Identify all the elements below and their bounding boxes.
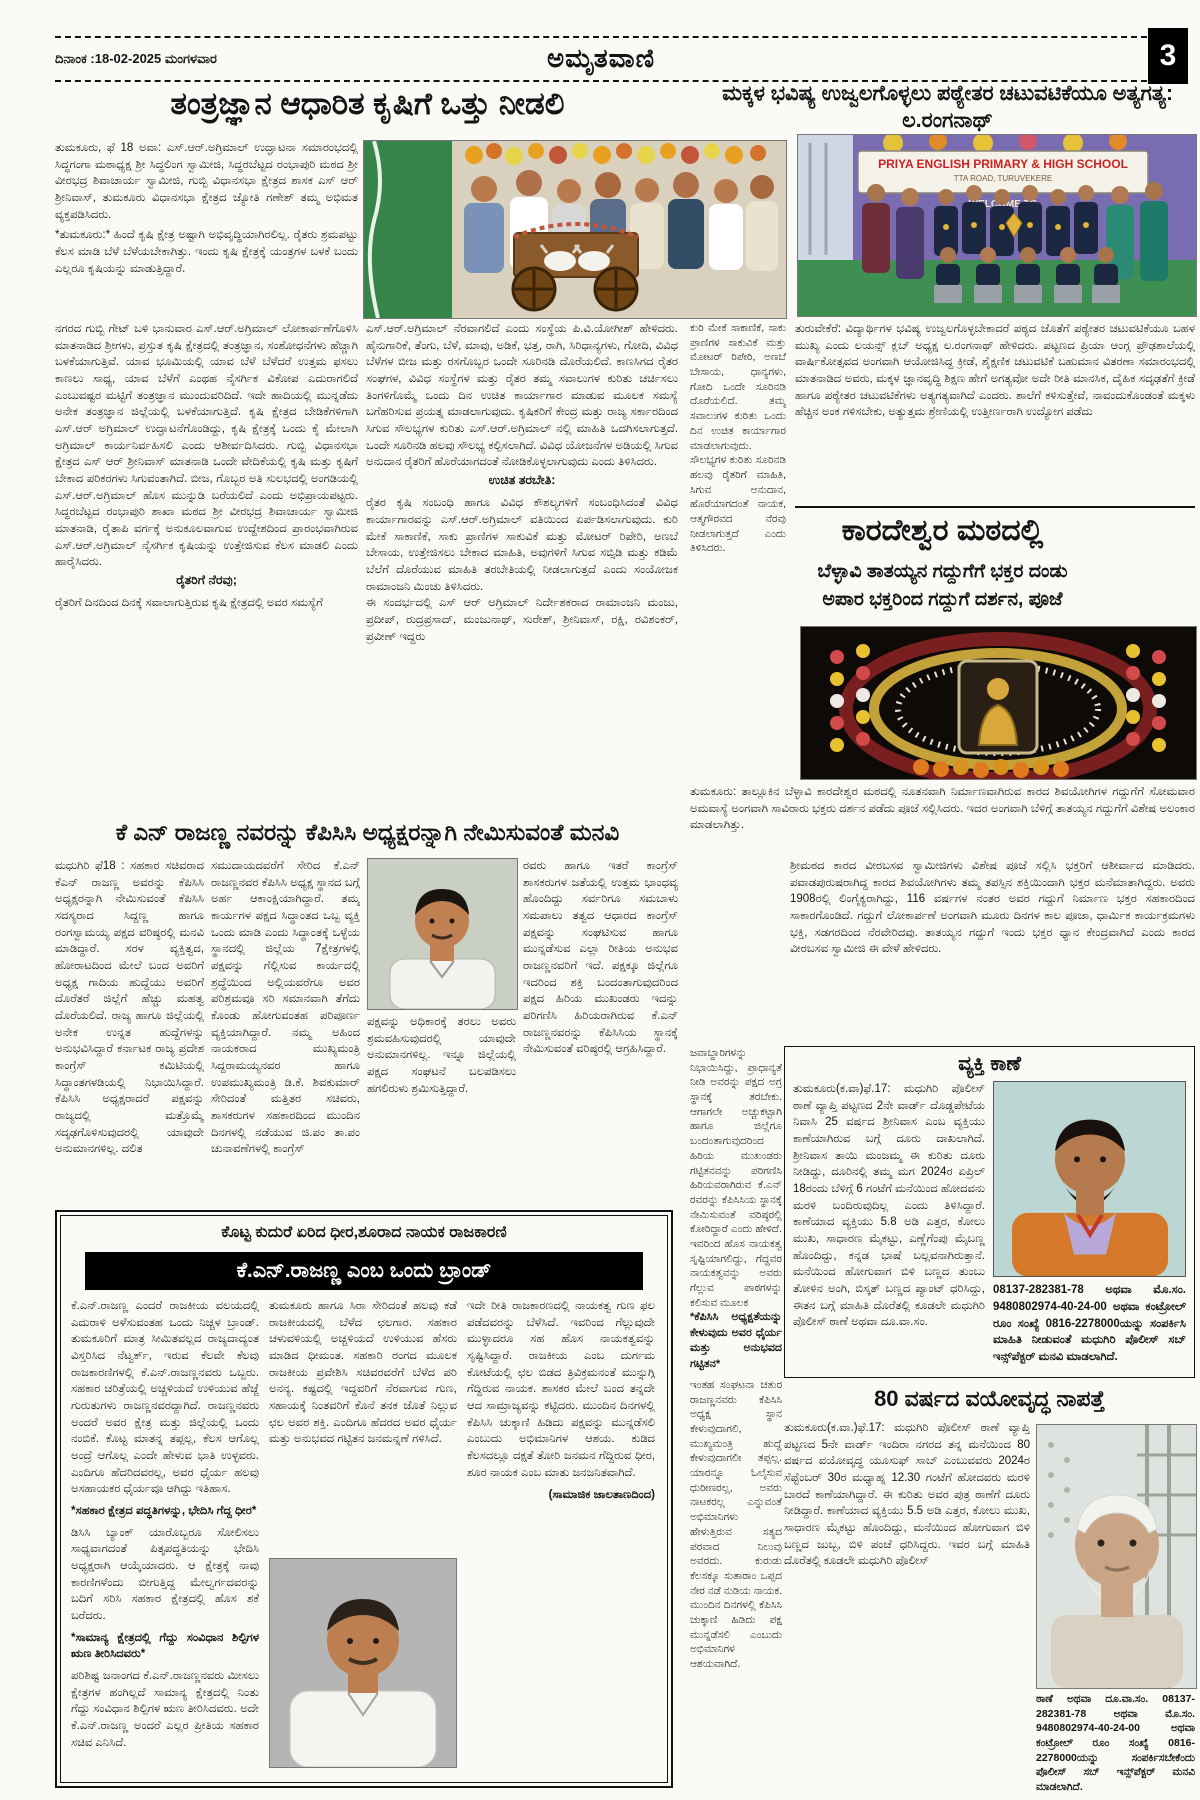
- date-line: ದಿನಾಂಕ :18-02-2025 ಮಂಗಳವಾರ: [55, 51, 217, 66]
- school-banner-text: PRIYA ENGLISH PRIMARY & HIGH SCHOOL: [878, 157, 1128, 171]
- headline-agri: ತಂತ್ರಜ್ಞಾನ ಆಧಾರಿತ ಕೃಷಿಗೆ ಒತ್ತು ನೀಡಲಿ: [170, 86, 565, 121]
- rajanna-spill-bottom: ಇಂತಹ ಸಂಘಟನಾ ಚತುರ ರಾಜಣ್ಣನವರು ಕೆಪಿಸಿಸಿ ಅಧ್ಯಕ್ಷ ಸ್ಥಾನ ಕೇಳುವುದಾಗಲಿ, ಮುಖ್ಯಮಂತ್ರಿ ಹುದ್ದೆ ಕೇಳುವುದಾಗಲೀ ತಪ್ಪಲ್ಲ. ಯಾರನ್ನೂ ಓಲೈಸುವ ಧುರೀಣರಲ್ಲ, ಅವರು ನಾಟಕರಲ್ಲ ಎನ್ನುವಂತೆ ಅಭಿಮಾನಿಗಳು ಹೇಳುತ್ತಿರುವ ಸತ್ಯದ ಪರವಾದ ನಿಲುವು ಅವರದು. ಕುರುಡು ಕೆಲಸಕ್ಕೂ ಸುತಾರಾಂ ಒಪ್ಪದ ನೇರ ನಡೆ ನುಡಿಯ ನಾಯಕ. ಮುಂದಿನ ದಿನಗಳಲ್ಲಿ ಕೆಪಿಸಿಸಿ ಚುಕ್ಕಾಣಿ ಹಿಡಿದು ಪಕ್ಷ ಮುನ್ನಡೆಸಲಿ ಎಂಬುದು ಅಭಿಮಾನಿಗಳ ಆಶಯವಾಗಿದೆ.: [690, 1378, 782, 1670]
- missing-right-column: [993, 1081, 1186, 1365]
- brand-subhead-1: *ಸಹಕಾರ ಕ್ಷೇತ್ರದ ಪದ್ಧತಿಗಳನ್ನು, ಭೇದಿಸಿ ಗೆದ್ದ ಧೀರ*: [71, 1505, 257, 1518]
- brand-subhead-2: *ಸಾಮಾನ್ಯ ಕ್ಷೇತ್ರದಲ್ಲಿ ಗೆದ್ದು ಸಂವಿಧಾನ ಶಿಲ್ಪಿಗಳ ಋಣ ತೀರಿಸಿದವರು*: [71, 1631, 259, 1661]
- agri-subhead-farmers: ರೈತರಿಗೆ ನೆರವು;: [176, 573, 237, 588]
- rajanna-col-3: ಪಕ್ಷವನ್ನು ಅಧಿಕಾರಕ್ಕೆ ತರಲು ಅವರು ಶ್ರಮವಹಿಸುವುದರಲ್ಲಿ ಯಾವುದೇ ಅನುಮಾನಗಳಿಲ್ಲ. ಇನ್ನೂ ಜಿಲ್ಲೆಯಲ್ಲಿ ಪಕ್ಷದ ಸಂಘಟನೆ ಬಲಪಡಿಸಲು ಹಗಲಿರುಳು ಶ್ರಮಿಸುತ್ತಿದ್ದಾರೆ.: [367, 1016, 516, 1095]
- school-welcome-text: WELCOME: [968, 199, 1021, 210]
- brand-col-3: [467, 1298, 655, 1768]
- page-number-badge: [1148, 28, 1188, 84]
- brand-feature-box: [55, 1210, 673, 1788]
- agri-subhead-training: ಉಚಿತ ತರಬೇತಿ:: [488, 473, 556, 488]
- missing-content: [793, 1081, 1186, 1365]
- section-divider: [795, 506, 1195, 508]
- agri-col1-tail: ರೈತರಿಗೆ ದಿನದಿಂದ ದಿನಕ್ಕೆ ಸವಾಲಾಗುತ್ತಿರುವ ಕೃಷಿ ಕ್ಷೇತ್ರದಲ್ಲಿ ಅವರ ಸಮಸ್ಯೆಗೆ: [55, 597, 323, 610]
- photo-rajanna-portrait: [367, 858, 518, 1010]
- agri-intro: *ತುಮಕೂರು:* ಹಿಂದೆ ಕೃಷಿ ಕ್ಷೇತ್ರ ಅಷ್ಟಾಗಿ ಅಭಿವೃದ್ಧಿಯಾಗಿರಲಿಲ್ಲ. ರೈತರು ಶ್ರಮಪಟ್ಟು ಕೆಲಸ ಮಾಡಿ ಬೆಳೆ ಬೆಳೆಯಬೇಕಾಗಿತ್ತು. ಇಂದು ಕೃಷಿ ಕ್ಷೇತ್ರಕ್ಕೆ ಯಂತ್ರಗಳ ಬಳಕೆ ಬಂದು ಎಲ್ಲರೂ ಕೃಷಿಯನ್ನು ಮಾಡುತ್ತಿದ್ದಾರೆ.: [55, 229, 358, 275]
- elder-portrait-illustration: [1037, 1425, 1196, 1688]
- photo-missing-person: [993, 1081, 1186, 1277]
- elder-contact: ಠಾಣೆ ಅಥವಾ ದೂ.ವಾ.ಸಂ. 08137-282381-78 ಅಥವಾ ಮೊ.ಸಂ. 9480802974-40-24-00 ಅಥವಾ ಕಂಟ್ರೋಲ್ ರೂಂ ಸಂಖ್ಯೆ 0816-2278000ಯನ್ನು ಸಂಪರ್ಕಿಸಬೇಕೆಂದು ಪೊಲೀಸ್ ಸಬ್ ಇನ್ಸ್‌ಪೆಕ್ಟರ್ ಮನವಿ ಮಾಡಲಾಗಿದೆ.: [1036, 1693, 1195, 1794]
- missing-person-box: [784, 1046, 1195, 1378]
- rajanna-spill-subhead: *ಕೆಪಿಸಿಸಿ ಅಧ್ಯಕ್ಷತೆಯನ್ನು ಕೇಳುವುದು ಅವರ ಧೈರ್ಯ ಮತ್ತು ಅನುಭವದ ಗಟ್ಟಿತನ*: [690, 1311, 782, 1370]
- headline-mutt: ಕಾರದೇಶ್ವರ ಮಠದಲ್ಲಿ: [841, 514, 1044, 547]
- headline-school: ಮಕ್ಕಳ ಭವಿಷ್ಯ ಉಜ್ವಲಗೊಳ್ಳಲು ಪಠ್ಯೇತರ ಚಟುವಟಿಕೆಯೂ ಅತ್ಯಗತ್ಯ: ಲ.ರಂಗನಾಥ್: [722, 82, 1173, 133]
- agri-lead-column: [55, 140, 358, 316]
- brand-col-2: [269, 1298, 457, 1768]
- brand-title-bar: ಕೆ.ಎನ್.ರಾಜಣ್ಣ ಎಂಬ ಒಂದು ಬ್ರಾಂಡ್: [85, 1252, 643, 1290]
- agri-spill-column: ಕುರಿ ಮೇಕೆ ಸಾಕಾಣಿಕೆ, ಸಾಕು ಪ್ರಾಣಿಗಳ ಸಾಕುವಿಕೆ ಮತ್ತು ಮೋಟರ್ ರಿಪೇರಿ, ಅಣಬೆ ಬೇಸಾಯ, ಧಾನ್ಯಗಳು, ಗೋದಿ ಒಂದೇ ಸೂರಿನಡಿ ದೊರೆಯಲಿದೆ. ತಮ್ಮ ಸವಾಲುಗಳ ಕುರಿತು ಒಂದು ದಿನ ಉಚಿತ ಕಾರ್ಯಾಗಾರ ಮಾಡಲಾಗುವುದು. ಸೌಲಭ್ಯಗಳ ಕುರಿತು ಸೂರಿನಡಿ ಹಲವು ರೈತರಿಗೆ ಮಾಹಿತಿ, ಸಿಗುವ ಅನುದಾನ, ಹೊರೆಯಾಗದಂತೆ ನಾಯಕ, ಆತ್ಮಗೌರವದ ನೆರವು ನೀಡಲಾಗುತ್ತದೆ ಎಂದು ತಿಳಿಸಿದರು.: [690, 322, 786, 555]
- agrimall-photo-illustration: [364, 141, 786, 318]
- photo-agrimall-inauguration: [363, 140, 787, 319]
- school-banner-subtext: TTA ROAD, TURUVEKERE: [953, 174, 1053, 183]
- missing-title: ವ್ಯಕ್ತಿ ಕಾಣೆ: [958, 1053, 1021, 1075]
- brand-columns: [71, 1298, 657, 1768]
- mutt-body-lead: ತುಮಕೂರು: ತಾಲ್ಲೂಕಿನ ಬೆಳ್ಳಾವಿ ಕಾರದೇಶ್ವರ ಮಠದಲ್ಲಿ ನೂತನವಾಗಿ ನಿರ್ಮಾಣವಾಗಿರುವ ಕಾರದ ಶಿವಯೋಗಿಗಳ ಗದ್ದುಗೆಗೆ ಸೋಮವಾರ ಅಮವಾಸ್ಯೆ ಅಂಗವಾಗಿ ಸಾವಿರಾರು ಭಕ್ತರು ದರ್ಶನ ಪಡೆದು ಪೂಜೆ ಸಲ್ಲಿಸಿದರು. ಇದರ ಅಂಗವಾಗಿ ಬೆಳಿಗ್ಗೆ ತಾತಯ್ಯನ ಗದ್ದುಗೆಗೆ ವಿಶೇಷ ಅಲಂಕಾರ ಮಾಡಲಾಗಿತ್ತು.: [690, 786, 1195, 832]
- brand-kicker: ಕೊಟ್ಟ ಕುದುರೆ ಏರಿದ ಧೀರ,ಶೂರಾದ ನಾಯಕ ರಾಜಕಾರಣಿ: [221, 1224, 507, 1241]
- brand-credit: (ಸಾಮಾಜಿಕ ಜಾಲತಾಣದಿಂದ): [548, 1489, 655, 1502]
- photo-elder-missing: [1036, 1424, 1197, 1689]
- missing-contact: 08137-282381-78 ಅಥವಾ ಮೊ.ಸಂ. 9480802974-40-24-00 ಅಥವಾ ಕಂಟ್ರೋಲ್ ರೂಂ ಸಂಖ್ಯೆ 0816-2278000ಯನ್ನು ಸಂಪರ್ಕಿಸಿ ಮಾಹಿತಿ ನೀಡುವಂತೆ ಮಧುಗಿರಿ ಪೊಲೀಸ್ ಸಬ್ ಇನ್ಸ್‌ಪೆಕ್ಟರ್ ಮನವಿ ಮಾಡಲಾಗಿದೆ.: [993, 1284, 1186, 1364]
- brand-col1-text2: ಡಿಸಿಸಿ ಬ್ಯಾಂಕ್ ಯಾರೊಬ್ಬರೂ ಸೋಲಿಸಲು ಸಾಧ್ಯವಾಗದಂತೆ ಪಿತೃಪದ್ಧತಿಯನ್ನು ಭೇದಿಸಿ ಅಧ್ಯಕ್ಷರಾಗಿ ಆಯ್ಕೆಯಾದರು. ಆ ಕ್ಷೇತ್ರಕ್ಕೆ ನಾವು ಕಾರಣಿಗಳೆಂದು ಬೀಗುತ್ತಿದ್ದ ಮೇಲ್ವರ್ಗದವರನ್ನು ಬದಿಗೆ ಸರಿಸಿ ಸಹಕಾರ ಕ್ಷೇತ್ರದಲ್ಲಿ ಹೊಸ ಶಕೆ ಬರೆದರು.: [71, 1526, 259, 1623]
- brand-col1-text: ಕೆ.ಎನ್.ರಾಜಣ್ಣ ಎಂದರೆ ರಾಜಕೀಯ ವಲಯದಲ್ಲಿ ಎದುರಾಳಿ ಅಳೆಸುವಂತಹ ಒಂದು ನಿಚ್ಚಳ ಬ್ರಾಂಡ್. ತುಮಕೂರಿಗೆ ಮಾತ್ರ ಸೀಮಿತವಲ್ಲದ ರಾಜ್ಯದಾದ್ಯಂತ ವಿಸ್ತರಿಸಿದ ನೆಟ್ವರ್ಕ್, ಇರುವ ಕೆಲವೇ ಕೆಲವು ರಾಜಕಾರಣಿಗಳಲ್ಲಿ ಕೆ.ಎನ್.ರಾಜಣ್ಣನವರು ಒಬ್ಬರು. ಸಹಕಾರ ಚರಿತ್ರೆಯಲ್ಲಿ ಅಚ್ಚಳಿಯದೆ ಉಳಿಯುವ ಹೆಜ್ಜೆ ಗುರುತುಗಳು ರಾಜಣ್ಣನವರದ್ದಾಗಿದೆ. ರಾಜಣ್ಣನವರು ಅಂದರೆ ಅವರ ಕ್ಷೇತ್ರ ಮತ್ತು ಜಿಲ್ಲೆಯಲ್ಲಿ ಒಂದು ನಂಬಿಕೆ. ಕೊಟ್ಟ ಮಾತನ್ನ ತಪ್ಪಲ್ಲ, ಕೆಲಸ ಆಗೊಲ್ಲ ಅಂದ್ರೆ ಆಗೊಲ್ಲ ಎಂದೇ ಹೇಳುವ ಭಾತಿ ಉಳ್ಳವರು. ಎಂದಿಗೂ ಹೆದರಿದವರಲ್ಲ, ಅವರ ಧೈರ್ಯ ಹಲವು ಅಸಹಾಯಕರ ಧೈರ್ಯವೂ ಆಗಿದ್ದು ಇತಿಹಾಸ.: [71, 1300, 259, 1496]
- brand-col1-text3: ಪರಿಶಿಷ್ಟ ಜನಾಂಗದ ಕೆ.ಎನ್.ರಾಜಣ್ಣನವರು ಮೀಸಲು ಕ್ಷೇತ್ರಗಳ ಹಂಗಿಲ್ಲದೆ ಸಾಮಾನ್ಯ ಕ್ಷೇತ್ರದಲ್ಲಿ ನಿಂತು ಗೆದ್ದು ಸಂವಿಧಾನ ಶಿಲ್ಪಿಗಳ ಋಣ ತೀರಿಸಿದವರು. ಅದೇ ಕೆ.ಎನ್.ರಾಜಣ್ಣ ಅಂದರೆ ಎಲ್ಲರ ಪ್ರೀತಿಯ ಸಹಕಾರ ಸಚಿವ ಎನಿಸಿದೆ.: [71, 1670, 259, 1749]
- page-header: [55, 36, 1147, 82]
- headline-elder-missing: 80 ವರ್ಷದ ವಯೋವೃದ್ಧ ನಾಪತ್ತೆ: [874, 1386, 1105, 1411]
- brand-col3-text: ಇದೇ ರೀತಿ ರಾಜಕಾರಣದಲ್ಲಿ ನಾಯಕತ್ವ ಗುಣ ಫಲ ಪಡೆದವರನ್ನು ಬೆಳೆಸಿದೆ. ಇವರಿಂದ ಗೆಲ್ಲುವುದೇ ಮುಳ್ಳಾದರೂ ಸಹ ಹೊಸ ನಾಯಕತ್ವವನ್ನು ಸೃಷ್ಟಿಸಿದ್ದಾರೆ. ರಾಜಕೀಯ ಎಂಬ ದುರ್ಗಮ ಕೋಟೆಯಲ್ಲಿ ಛಲ ಬಿಡದ ತ್ರಿವಿಕ್ರಮನಂತೆ ಮುನ್ನುಗ್ಗಿ ಗೆದ್ದಿರುವ ನಾಯಕ. ಶಾಸಕರ ಮೇಲೆ ಬಂದ ತನ್ನದೇ ಆದ ಸಾಮ್ರಾಜ್ಯವನ್ನು ಕಟ್ಟಿದರು. ಮುಂದಿನ ದಿನಗಳಲ್ಲಿ ಕೆಪಿಸಿಸಿ ಚುಕ್ಕಾಣಿ ಹಿಡಿದು ಪಕ್ಷವನ್ನು ಮುನ್ನಡೆಸಲಿ ಎಂಬುದು ಅಭಿಮಾನಿಗಳ ಆಶಯ. ಕುಡಿದ ಕೆಲಸದಲ್ಲೂ ದಕ್ಷತೆ ತೋರಿ ಜನಮನ ಗೆದ್ದಿರುವ ಧೀರ, ಶೂರ ನಾಯಕ ಎಂಬ ಮಾತು ಜನಜನಿತವಾಗಿದೆ.: [467, 1300, 655, 1479]
- shrine-photo-illustration: [801, 627, 1196, 779]
- masthead: ಅಮೃತವಾಣಿ: [547, 43, 655, 73]
- agri-column-2: [366, 321, 678, 815]
- brand-col-1: [71, 1298, 259, 1768]
- rajanna-col-2: ಸಮುದಾಯದವರೆಗೆ ಸೇರಿದ ಕೆ.ಎನ್ ರಾಜಣ್ಣನವರ ಕೆಪಿಸಿಸಿ ಅಧ್ಯಕ್ಷ ಸ್ಥಾನದ ಬಗ್ಗೆ ಅರ್ಹ ಆಕಾಂಕ್ಷಿಯಾಗಿದ್ದಾರೆ. ತಮ್ಮ ಕಾರ್ಯಗಳ ಪಕ್ಷದ ಸಿದ್ಧಾಂತದ ಒಬ್ಬ ವ್ಯಕ್ತಿ ಒಂದು ಮಾಡಿ ಎಂದು ಸಿದ್ಧಾಂತಕ್ಕೆ ಒಳ್ಳೆಯ ಸ್ಥಾನದಲ್ಲಿ ಜಿಲ್ಲೆಯ 7ಕ್ಷೇತ್ರಗಳಲ್ಲಿ ಪಕ್ಷವನ್ನು ಗೆಲ್ಲಿಸುವ ಕಾರ್ಯದಲ್ಲಿ ಶ್ರದ್ಧೆಯಿಂದ ಅಲ್ಲಿಯವರೆಗೂ ಅವರ ಪರಿಶ್ರಮವೂ ಸರಿ ಸಮಾನವಾಗಿ ತೆಗೆದು ಕೊಂಡು ಹೋಗುವಂತಹ ಪರಿಪೂರ್ಣ ವ್ಯಕ್ತಿಯಾಗಿದ್ದಾರೆ. ನಮ್ಮ ಅಹಿಂದ ನಾಯಕರಾದ ಮುಖ್ಯಮಂತ್ರಿ ಸಿದ್ದರಾಮಯ್ಯನವರ ಹಾಗೂ ಉಪಮುಖ್ಯಮಂತ್ರಿ ಡಿ.ಕೆ. ಶಿವಕುಮಾರ್ ಸೇರಿದಂತೆ ಮತ್ತಿತರ ಸಚಿವರು, ಶಾಸಕರುಗಳ ಸಹಕಾರದಿಂದ ಮುಂದಿನ ದಿನಗಳಲ್ಲಿ ನಡೆಯುವ ಜಿ.ಪಂ ತಾ.ಪಂ ಚುನಾವಣೆಗಳಲ್ಲಿ ಕಾಂಗ್ರೆಸ್: [211, 860, 360, 1156]
- missing-portrait-illustration: [994, 1082, 1185, 1276]
- rajanna-spill-top: ಜವಾಬ್ದಾರಿಗಳನ್ನು ನಿಭಾಯಿಸಿದ್ದು, ಪ್ರಾಧಾನ್ಯತೆ ನೀಡಿ ಅವರನ್ನು ಪಕ್ಷದ ಅಗ್ರ ಸ್ಥಾನಕ್ಕೆ ತರಬೇಕು. ಆಗಾಗಲೇ ಅಚ್ಚುಕಟ್ಟಾಗಿ ಹಾಗೂ ಜಿಲ್ಲೆಗೂ ಬಂದಂತಾಗುವುದರಿಂದ ಹಿರಿಯ ಮುಖಂಡರು ಗಟ್ಟಿತನವನ್ನು ಪರಿಗಣಿಸಿ ಹಿರಿಯವರಾಗಿರುವ ಕೆ.ಎನ್ ರವರನ್ನು ಕೆಪಿಸಿಸಿಯ ಸ್ಥಾನಕ್ಕೆ ನೇಮಿಸುವಂತೆ ವರಿಷ್ಠರಲ್ಲಿ ಕೋರಿದ್ದಾರೆ ಎಂದು ಹೇಳಿದೆ. ಇವರಿಂದ ಹೊಸ ನಾಯಕತ್ವ ಸೃಷ್ಟಿಯಾಗಲಿದ್ದು, ಗೆದ್ದವರ ನಾಯಕತ್ವವನ್ನು ಅವರು ಗೆಲ್ಲುವ ಪಾಠಗಳನ್ನು ಕಲಿಸುವ ಮೂಲಕ: [690, 1047, 782, 1309]
- headline-rajanna: ಕೆ ಎನ್ ರಾಜಣ್ಣ ನವರನ್ನು ಕೆಪಿಸಿಸಿ ಅಧ್ಯಕ್ಷರನ್ನಾಗಿ ನೇಮಿಸುವಂತೆ ಮನವಿ: [115, 819, 620, 845]
- rajanna-col-4: ರವರು ಹಾಗೂ ಇತರೆ ಕಾಂಗ್ರೆಸ್ ಶಾಸಕರುಗಳ ಜತೆಯಲ್ಲಿ ಉತ್ತಮ ಭಾಂಧವ್ಯ ಹೊಂದಿದ್ದು ಸರ್ವರಿಗೂ ಸಮಬಾಳು ಸಮಪಾಲು ತತ್ವದ ಆಧಾರದ ಕಾಂಗ್ರೆಸ್ ಪಕ್ಷವನ್ನು ಸಂಘಟಿಸುವ ಹಾಗೂ ಮುನ್ನಡೆಸುವ ಎಲ್ಲಾ ರೀತಿಯ ಅನುಭವ ರಾಜಣ್ಣನವರಿಗೆ ಇದೆ. ಪಕ್ಷಕ್ಕೂ ಜಿಲ್ಲೆಗೂ ಇದರಿಂದ ಶಕ್ತಿ ಬಂದಂತಾಗುವುದರಿಂದ ಪಕ್ಷದ ಹಿರಿಯ ಮುಖಂಡರು ಇದನ್ನು ಪರಿಗಣಿಸಿ ಹಿರಿಯರಾಗಿರುವ ಕೆ.ಎನ್ ರಾಜಣ್ಣನವರನ್ನು ಕೆಪಿಸಿಸಿಯ ಸ್ಥಾನಕ್ಕೆ ನೇಮಿಸುವಂತೆ ವರಿಷ್ಠರಲ್ಲಿ ಆಗ್ರಹಿಸಿದ್ದಾರೆ.: [523, 860, 678, 1056]
- elder-body: ತುಮಕೂರು(ಕ.ವಾ.)ಫೆ.17: ಮಧುಗಿರಿ ಪೊಲೀಸ್ ಠಾಣೆ ವ್ಯಾಪ್ತಿ ಪಟ್ಟಣದ 5ನೇ ವಾರ್ಡ್ ಇಂದಿರಾ ನಗರದ ತನ್ನ ಮನೆಯಿಂದ 80 ವರ್ಷದ ವಯೋವೃದ್ಧ ಯೂಸುಫ್ ಸಾಬ್ ಎಂಬುವವರು 2024ರ ಸೆಪ್ಟೆಂಬರ್ 30ರ ಮಧ್ಯಾಹ್ನ 12.30 ಗಂಟೆಗೆ ಹೋದವರು ಮರಳಿ ಬಾರದೆ ಕಾಣೆಯಾಗಿದ್ದಾರೆ. ಈ ಕುರಿತು ಅವರ ಪುತ್ರ ಠಾಣೆಗೆ ದೂರು ನೀಡಿದ್ದಾರೆ. ಕಾಣೆಯಾದ ವ್ಯಕ್ತಿಯು 5.5 ಅಡಿ ಎತ್ತರ, ಕೋಲು ಮುಖ, ಸಾಧಾರಣ ಮೈಕಟ್ಟು ಹೊಂದಿದ್ದು, ಮನೆಯಿಂದ ಹೋಗುವಾಗ ಬಿಳಿ ಬಣ್ಣದ ಜುಬ್ಬ, ಬಿಳಿ ಪಂಚೆ ಧರಿಸಿದ್ದರು. ಇವರ ಬಗ್ಗೆ ಮಾಹಿತಿ ದೊರೆತಲ್ಲಿ ಕೂಡಲೇ ಮಧುಗಿರಿ ಪೊಲೀಸ್: [784, 1422, 1030, 1568]
- subhead-mutt-2: ಅಪಾರ ಭಕ್ತರಿಂದ ಗದ್ದುಗೆ ದರ್ಶನ, ಪೂಜೆ: [822, 589, 1063, 610]
- brand-portrait-illustration: [270, 1559, 456, 1767]
- photo-brand-portrait: [269, 1558, 457, 1768]
- brand-col2-text: ತುಮಕೂರು ಹಾಗೂ ಸಿರಾ ಸೇರಿದಂತೆ ಹಲವು ಕಡೆ ರಾಜಕೀಯದಲ್ಲಿ ಬೆಳೆದ ಛಲಗಾರ. ಸಹಕಾರ ಚಳುವಳಿಯಲ್ಲಿ ಅಚ್ಚಳಿಯದೆ ಉಳಿಯುವ ಹೆಸರು ಮಾಡಿದ ಧೀಮಂತ. ಸಹಕಾರಿ ರಂಗದ ಮೂಲಕ ರಾಜಕೀಯ ಪ್ರವೇಶಿಸಿ ಸಚಿವರವರೆಗೆ ಬೆಳೆದ ಪರಿ ಅನನ್ಯ. ಕಷ್ಟದಲ್ಲಿ ಇದ್ದವರಿಗೆ ನೆರವಾಗುವ ಗುಣ, ಸಹಾಯಕ್ಕೆ ನಿಂತವರಿಗೆ ಕೊನೆ ತನಕ ಜೊತೆ ನಿಲ್ಲುವ ಛಲ ಅವರ ಶಕ್ತಿ. ಎಂದಿಗೂ ಹೆದರದ ಅವರ ಧೈರ್ಯ ಮತ್ತು ಅನುಭವದ ಗಟ್ಟಿತನ ಜನಮನ್ನಣೆ ಗಳಿಸಿದೆ.: [269, 1300, 457, 1446]
- agri-col2-text2: ರೈತರ ಕೃಷಿ ಸಂಬಂಧಿ ಹಾಗೂ ವಿವಿಧ ಕೌಶಲ್ಯಗಳಿಗೆ ಸಂಬಂಧಿಸಿದಂತೆ ವಿವಿಧ ಕಾರ್ಯಾಗಾರವನ್ನು ಎಸ್.ಆರ್.ಅಗ್ರಿಮಾಲ್ ವತಿಯಿಂದ ಏರ್ಪಡಿಸಲಾಗುವುದು. ಕುರಿ ಮೇಕೆ ಸಾಕಾಣಿಕೆ, ಸಾಕು ಪ್ರಾಣಿಗಳ ಸಾಕುವಿಕೆ ಮತ್ತು ಮೋಟರ್ ರಿಪೇರಿ, ಅಣಬೆ ಬೇಸಾಯ, ಉತ್ತೇಜಿಸಲು ಬೇಕಾದ ಮಾಹಿತಿ, ಅವುಗಳಿಗೆ ಸಿಗುವ ಸಬ್ಸಿಡಿ ಮತ್ತು ಕಡಿಮೆ ಬೆಲೆಗೆ ದೊರೆಯುವ ಮಾಹಿತಿ ತರಬೇತಿಯಲ್ಲಿ ನೀಡಲಾಗುತ್ತದೆ ಎಂದು ಸಂಯೋಜಕ ರಾಮಾಂಜನಿ ಮಿಂಚು ತಿಳಿಸಿದರು.: [366, 497, 678, 593]
- rajanna-portrait-illustration: [368, 859, 517, 1009]
- photo-gadduge-shrine: [800, 626, 1197, 780]
- agri-column-1: [55, 321, 358, 815]
- school-body: ತುರುವೇಕೆರೆ: ವಿದ್ಯಾರ್ಥಿಗಳ ಭವಿಷ್ಯ ಉಜ್ವಲಗೊಳ್ಳಬೇಕಾದರೆ ಪಠ್ಯದ ಜೊತೆಗೆ ಪಠ್ಯೇತರ ಚಟುವಟಿಕೆಯೂ ಬಹಳ ಮುಖ್ಯ ಎಂದು ಲಯನ್ಸ್ ಕ್ಲಬ್ ಅಧ್ಯಕ್ಷ ಲ.ರಂಗನಾಥ್ ಹೇಳಿದರು. ಪಟ್ಟಣದ ಪ್ರಿಯಾ ಆಂಗ್ಲ ಪ್ರೌಢಶಾಲೆಯಲ್ಲಿ ವಾರ್ಷಿಕೋತ್ಸವದ ಅಂಗವಾಗಿ ಆಯೋಜಿಸಿದ್ದ ಕ್ರೀಡೆ, ಶೈಕ್ಷಣಿಕ ಚಟುವಟಿಕೆ ಬಹುಮಾನ ವಿತರಣಾ ಸಮಾರಂಭದಲ್ಲಿ ಮಾತನಾಡಿದ ಅವರು, ಮಕ್ಕಳ ಜ್ಞಾನವೃದ್ಧಿ ಶಿಕ್ಷಣ ಹೇಗೆ ಅಗತ್ಯವೋ ಅದೇ ರೀತಿ ಮಾನಸಿಕ, ದೈಹಿಕ ಸದೃಢತೆಗೆ ಕ್ರೀಡೆ ಹಾಗೂ ಪಠ್ಯೇತರ ಚಟುವಟಿಕೆಗಳು ಅತ್ಯಗತ್ಯವಾಗಿದೆ ಎಂದರು. ಶಾಲೆಗೆ ಕಳಿಸುತ್ತೇವೆ, ನಾವಂದುಕೊಂಡಂತೆ ಮಕ್ಕಳು ಹೆಚ್ಚಿನ ಅಂಕ ಗಳಿಸಬೇಕು, ಅತ್ಯುತ್ತಮ ಶ್ರೇಣಿಯಲ್ಲಿ ಉತ್ತೀರ್ಣರಾಗಿ ಉದ್ಯೋಗ ಪಡೆದು: [795, 323, 1195, 419]
- page-number: 3: [1159, 39, 1177, 72]
- rajanna-col-1: ಮಧುಗಿರಿ ಫೆ18 : ಸಹಕಾರ ಸಚಿವರಾದ ಕೆಎನ್ ರಾಜಣ್ಣ ಅವರನ್ನು ಕೆಪಿಸಿಸಿ ಅಧ್ಯಕ್ಷರನ್ನಾಗಿ ನೇಮಿಸುವಂತೆ ಕೆಪಿಸಿಸಿ ಸದಸ್ಯರಾದ ಸಿದ್ದಣ್ಣ ಹಾಗೂ ರಂಗಸ್ವಾಮಯ್ಯ ಪಕ್ಷದ ವರಿಷ್ಠರಲ್ಲಿ ಮನವಿ ಮಾಡಿದ್ದಾರೆ. ಸರಳ ವ್ಯಕ್ತಿತ್ವದ, ಹೋರಾಟದಿಂದ ಮೇಲೆ ಬಂದ ಅವರಿಗೆ ಅಧ್ಯಕ್ಷ ಗಾದಿಯ ಹುದ್ದೆಯು ಅವರಿಗೆ ದೊರೆತರೆ ಜಿಲ್ಲೆಗೆ ಹೆಚ್ಚು ಮಹತ್ವ ದೊರೆಯಲಿದೆ. ರಾಜ್ಯ ಹಾಗೂ ಜಿಲ್ಲೆಯಲ್ಲಿ ಅನೇಕ ಉನ್ನತ ಹುದ್ದೆಗಳನ್ನು ಅನುಭವಿಸಿದ್ದಾರೆ ಕರ್ನಾಟಕ ರಾಜ್ಯ ಪ್ರದೇಶ ಕಾಂಗ್ರೆಸ್ ಕಮಿಟಿಯಲ್ಲಿ ಸಿದ್ಧಾಂತಗಳಡಿಯಲ್ಲಿ ನಿಭಾಯಿಸಿದ್ದಾರೆ. ಕೆಪಿಸಿಸಿ ಅಧ್ಯಕ್ಷರಾದರೆ ಪಕ್ಷವನ್ನು ರಾಜ್ಯದಲ್ಲಿ ಮತ್ತೊಮ್ಮೆ ಸದೃಢಗೊಳಿಸುವುದರಲ್ಲಿ ಯಾವುದೇ ಅನುಮಾನಗಳಿಲ್ಲ. ದಲಿತ: [55, 860, 204, 1156]
- agri-col1-text: ನಗರದ ಗುಬ್ಬಿ ಗೇಟ್ ಬಳಿ ಭಾನುವಾರ ಎಸ್.ಆರ್.ಅಗ್ರಿಮಾಲ್ ಲೋಕಾರ್ಪಣೆಗೊಳಿಸಿ ಮಾತನಾಡಿದ ಶ್ರೀಗಳು, ಪ್ರಸ್ತುತ ಕೃಷಿ ಕ್ಷೇತ್ರದಲ್ಲಿ ತಂತ್ರಜ್ಞಾನ, ಸಂಶೋಧನೆಗಳು ಹೆಚ್ಚಾಗಿ ಬಳಕೆಯಾಗುತ್ತಿವೆ. ಯಾವ ಭೂಮಿಯಲ್ಲಿ ಯಾವ ಬೆಳೆ ಬೆಳೆದರೆ ಉತ್ತಮ ಫಸಲು ಕಾಣಲು ಸಾಧ್ಯ, ಯಾವ ಬೆಳೆಗೆ ಎಂಥಹ ನೈಸರ್ಗಿಕ ವಿಕೋಪ ಎದುರಾಗಲಿದೆ ಎಂಬುವಷ್ಟರ ಮಟ್ಟಿಗೆ ತಂತ್ರಜ್ಞಾನ ಮುಂದುವರಿದಿದೆ. ಇದೇ ಹಾದಿಯಲ್ಲಿ ಮುನ್ನಡೆದು ಅನೇಕ ತಂತ್ರಜ್ಞಾನ ಜಿಲ್ಲೆಯಲ್ಲಿ ಬಳಕೆಯಾಗುತ್ತಿದೆ. ಕೃಷಿ ಕ್ಷೇತ್ರದ ಬೇಡಿಕೆಗಳಿಗಾಗಿ ಎಸ್.ಆರ್ ಅಗ್ರಿಮಾಲ್ ಉದ್ಘಾಟನೆಗೊಂಡಿದ್ದು, ಕೃಷಿ ಕ್ಷೇತ್ರಕ್ಕೆ ಒಂದು ಕೈ ಮೇಲಾಗಿ ಅಗ್ರಿಮಾಲ್ ಕಾರ್ಯನಿರ್ವಹಿಸಲಿ ಎಂದು ಆಶೀರ್ವದಿಸಿದರು. ಗುಬ್ಬಿ ವಿಧಾನಸಭಾ ಕ್ಷೇತ್ರದ ಎಸ್ ಆರ್ ಶ್ರೀನಿವಾಸ್ ಮಾತನಾಡಿ ಒಂದೇ ವೇದಿಕೆಯಲ್ಲಿ ಕೃಷಿ ಮತ್ತು ಕೃಷಿಗೆ ಬೇಕಾದ ಪರಿಕರಗಳು ಸಿಗುವಂತಾಗಿದೆ. ಬೀಜ, ಗೊಬ್ಬರ ಅತಿ ಸುಲಭದಲ್ಲಿ ಅಂಗಡಿಯಲ್ಲಿ ಎಸ್.ಆರ್.ಅಗ್ರಿಮಾಲ್ ಹೊಸ ಮುನ್ನುಡಿ ಬರೆಯಲಿದೆ ಎಂದು ಅಭಿಪ್ರಾಯಪಟ್ಟರು. ಸಿದ್ಧರಬೆಟ್ಟದ ರಂಭಾಪುರಿ ಶಾಖಾ ಮಠದ ಶ್ರೀ ವೀರಭದ್ರ ಶಿವಾಚಾರ್ಯ ಸ್ವಾಮೀಜಿ ಮಾತನಾಡಿ, ರೈತಾಪಿ ವರ್ಗಕ್ಕೆ ಅನುಕೂಲವಾಗುವ ಉದ್ದೇಶದಿಂದ ಪ್ರಾರಂಭವಾಗಿರುವ ಎಸ್.ಆರ್.ಅಗ್ರಿಮಾಲ್ ನೈಸರ್ಗಿಕ ಕೃಷಿಯನ್ನು ಉತ್ತೇಜಿಸುವ ಕೆಲಸ ಮಾಡಲಿ ಎಂದು ಹಾರೈಸಿದರು.: [55, 323, 358, 569]
- brand-feature-inner: [60, 1215, 668, 1783]
- photo-school-group: [797, 134, 1197, 317]
- school-photo-illustration: [798, 135, 1196, 316]
- agri-closing-names: ಈ ಸಂದರ್ಭದಲ್ಲಿ ಎಸ್ ಆರ್ ಅಗ್ರಿಮಾಲ್ ನಿರ್ದೇಶಕರಾದ ರಾಮಾಂಜನಿ ಮಂಜು, ಪ್ರದೀಪ್, ರುದ್ರಪ್ರಸಾದ್, ಮಂಜುನಾಥ್, ಸುರೇಶ್, ಶ್ರೀನಿವಾಸ್, ರಕ್ಷಿ, ರವಿಶಂಕರ್, ಪ್ರವೀಣ್ ಇದ್ದರು: [366, 597, 678, 643]
- agri-lead: ತುಮಕೂರು, ಫೆ 18 ಅವಾ: ಎಸ್.ಆರ್.ಅಗ್ರಿಮಾಲ್ ಉದ್ಘಾಟನಾ ಸಮಾರಂಭದಲ್ಲಿ ಸಿದ್ಧಗಂಗಾ ಮಠಾಧ್ಯಕ್ಷ ಶ್ರೀ ಸಿದ್ಧಲಿಂಗ ಸ್ವಾಮೀಜಿ, ಸಿದ್ಧರಬೆಟ್ಟದ ರಂಭಾಪುರಿ ಮಠದ ಶ್ರೀ ವೀರಭದ್ರ ಶಿವಾಚಾರ್ಯ ಸ್ವಾಮೀಜಿ, ಗುಬ್ಬಿ ವಿಧಾನಸಭಾ ಕ್ಷೇತ್ರದ ಶಾಸಕ ಎಸ್ ಆರ್ ಶ್ರೀನಿವಾಸ್, ತುಮಕೂರು ವಿಧಾನಸಭಾ ಕ್ಷೇತ್ರದ ಜ್ಯೋತಿ ಗಣೇಶ್ ತಮ್ಮ ಅಭಿಮತ ವ್ಯಕ್ತಪಡಿಸಿದರು.: [55, 142, 358, 221]
- mutt-body: ಶ್ರೀಮಠದ ಕಾರದ ವೀರಬಸವ ಸ್ವಾಮೀಜಿಗಳು ವಿಶೇಷ ಪೂಜೆ ಸಲ್ಲಿಸಿ ಭಕ್ತರಿಗೆ ಆಶೀರ್ವಾದ ಮಾಡಿದರು. ಪವಾಡಪುರುಷರಾಗಿದ್ದ ಕಾರದ ಶಿವಯೋಗಿಗಳು ತಮ್ಮ ತಪಸ್ಸಿನ ಶಕ್ತಿಯಿಂದಾಗಿ ಭಕ್ತರ ಮನೆಮಾತಾಗಿದ್ದರು. ಅವರು 1908ರಲ್ಲಿ ಲಿಂಗೈಕ್ಯರಾಗಿದ್ದು, 116 ವರ್ಷಗಳ ನಂತರ ಅವರ ಗದ್ದುಗೆ ನಿರ್ಮಾಣ ಭಕ್ತರ ಸಹಕಾರದಿಂದ ಸಾಕಾರಗೊಂಡಿದೆ. ಗದ್ದುಗೆ ಲೋಕಾರ್ಪಣೆ ಅಂಗವಾಗಿ ಮೂರು ದಿನಗಳ ಕಾಲ ಪೂಜಾ, ಧಾರ್ಮಿಕ ಕಾರ್ಯಕ್ರಮಗಳು ಭಕ್ತಿ, ಸಡಗರದಿಂದ ನೆರವೇರಿದವು. ತಾತಯ್ಯನ ಗದ್ದುಗೆ ಇಂದು ಭಕ್ತರ ಧ್ಯಾನ ಕೇಂದ್ರವಾಗಿದೆ ಎಂದು ಕಾರದ ವೀರಬಸವ ಸ್ವಾಮೀಜಿ ಈ ವೇಳೆ ಹೇಳಿದರು.: [790, 860, 1195, 956]
- subhead-mutt-1: ಬೆಳ್ಳಾವಿ ತಾತಯ್ಯನ ಗದ್ದುಗೆಗೆ ಭಕ್ತರ ದಂಡು: [817, 561, 1068, 582]
- agri-col2-text: ಎಸ್.ಆರ್.ಅಗ್ರಿಮಾಲ್ ನೆರವಾಗಲಿದೆ ಎಂದು ಸಂಸ್ಥೆಯ ಪಿ.ವಿ.ಯೋಗೀಶ್ ಹೇಳಿದರು. ಹೈನುಗಾರಿಕೆ, ತೆಂಗು, ಬೆಳೆ, ಮಾವು, ಅಡಿಕೆ, ಭತ್ತ, ರಾಗಿ, ಸಿರಿಧಾನ್ಯಗಳು, ಗೋದಿ, ವಿವಿಧ ಬೆಳೆಗಳ ಬೀಜ ಮತ್ತು ರಸಗೊಬ್ಬರ ಒಂದೇ ಸೂರಿನಡಿ ದೊರೆಯಲಿದೆ. ಕಾಣಸಿಗದ ರೈತರ ಸಂಘಗಳ, ವಿವಿಧ ಸಂಸ್ಥೆಗಳ ಮತ್ತು ರೈತರ ತಮ್ಮ ಸವಾಲುಗಳ ಕುರಿತು ಚರ್ಚಿಸಲು ತಿಂಗಳಿಗೊಮ್ಮೆ ಒಂದು ದಿನ ಉಚಿತ ಕಾರ್ಯಾಗಾರ ಮಾಡುವ ಮೂಲಕ ಸಮಸ್ಯೆ ಬಗೆಹರಿಸುವ ಪ್ರಯತ್ನ ಮಾಡಲಾಗುವುದು. ಕೃಷಿಕರಿಗೆ ಕೇಂದ್ರ ಮತ್ತು ರಾಜ್ಯ ಸರ್ಕಾರದಿಂದ ಸಿಗುವ ಸೌಲಭ್ಯಗಳ ಕುರಿತು ಎಸ್.ಆರ್.ಅಗ್ರಿಮಾಲ್ ನಲ್ಲಿ ಮಾಹಿತಿ ಒದಗಿಸಲಾಗುತ್ತದೆ. ಒಂದೇ ಸೂರಿನಡಿ ಹಲವು ಸೌಲಭ್ಯ ಕಲ್ಪಿಸಲಾಗಿದೆ. ವಿವಿಧ ಯೋಜನೆಗಳ ಅಡಿಯಲ್ಲಿ ಸಿಗುವ ಅನುದಾನ ರೈತರಿಗೆ ಹೊರೆಯಾಗದಂತೆ ನೋಡಿಕೊಳ್ಳಲಾಗುವುದು ಎಂದು ತಿಳಿಸಿದರು.: [366, 323, 678, 469]
- rajanna-spill-column: [690, 1046, 782, 1794]
- missing-body: ತುಮಕೂರು(ಕ.ವಾ)ಫೆ.17: ಮಧುಗಿರಿ ಪೊಲೀಸ್ ಠಾಣೆ ವ್ಯಾಪ್ತಿ ಪಟ್ಟಣದ 2ನೇ ವಾರ್ಡ್ ದೊಡ್ಡಪೇಟೆಯ ನಿವಾಸಿ 25 ವರ್ಷದ ಶ್ರೀನಿವಾಸ ಎಂಬ ವ್ಯಕ್ತಿಯು ಕಾಣೆಯಾಗಿರುವ ಬಗ್ಗೆ ದೂರು ದಾಖಲಾಗಿದೆ. ಶ್ರೀನಿವಾಸ ತಾಯಿ ಮಂಜಮ್ಮ ಈ ಕುರಿತು ದೂರು ನೀಡಿದ್ದು, ದೂರಿನಲ್ಲಿ ತಮ್ಮ ಮಗ 2024ರ ಏಪ್ರಿಲ್ 18ರಂದು ಬೆಳಿಗ್ಗೆ 6 ಗಂಟೆಗೆ ಮನೆಯಿಂದ ಹೋದವನು ಮರಳಿ ಬಂದಿರುವುದಿಲ್ಲ ಎಂದು ತಿಳಿಸಿದ್ದಾರೆ. ಕಾಣೆಯಾದ ವ್ಯಕ್ತಿಯು 5.8 ಅಡಿ ಎತ್ತರ, ಕೋಲು ಮುಖ, ಸಾಧಾರಣ ಮೈಕಟ್ಟು, ಎಣ್ಣೆಗೆಂಪು ಮೈಬಣ್ಣ ಹೊಂದಿದ್ದು, ಕನ್ನಡ ಭಾಷೆ ಬಲ್ಲವನಾಗಿರುತ್ತಾನೆ. ಮನೆಯಿಂದ ಹೋಗುವಾಗ ಬಿಳಿ ಬಣ್ಣದ ತುಂಬು ತೋಳಿನ ಅಂಗಿ, ಬಿಸ್ಕತ್ ಬಣ್ಣದ ಪ್ಯಾಂಟ್ ಧರಿಸಿದ್ದು, ಈತನ ಬಗ್ಗೆ ಮಾಹಿತಿ ದೊರೆತಲ್ಲಿ ಕೂಡಲೇ ಮಧುಗಿರಿ ಪೊಲೀಸ್ ಠಾಣೆ ಅಥವಾ ದೂ.ವಾ.ಸಂ.: [793, 1083, 985, 1329]
